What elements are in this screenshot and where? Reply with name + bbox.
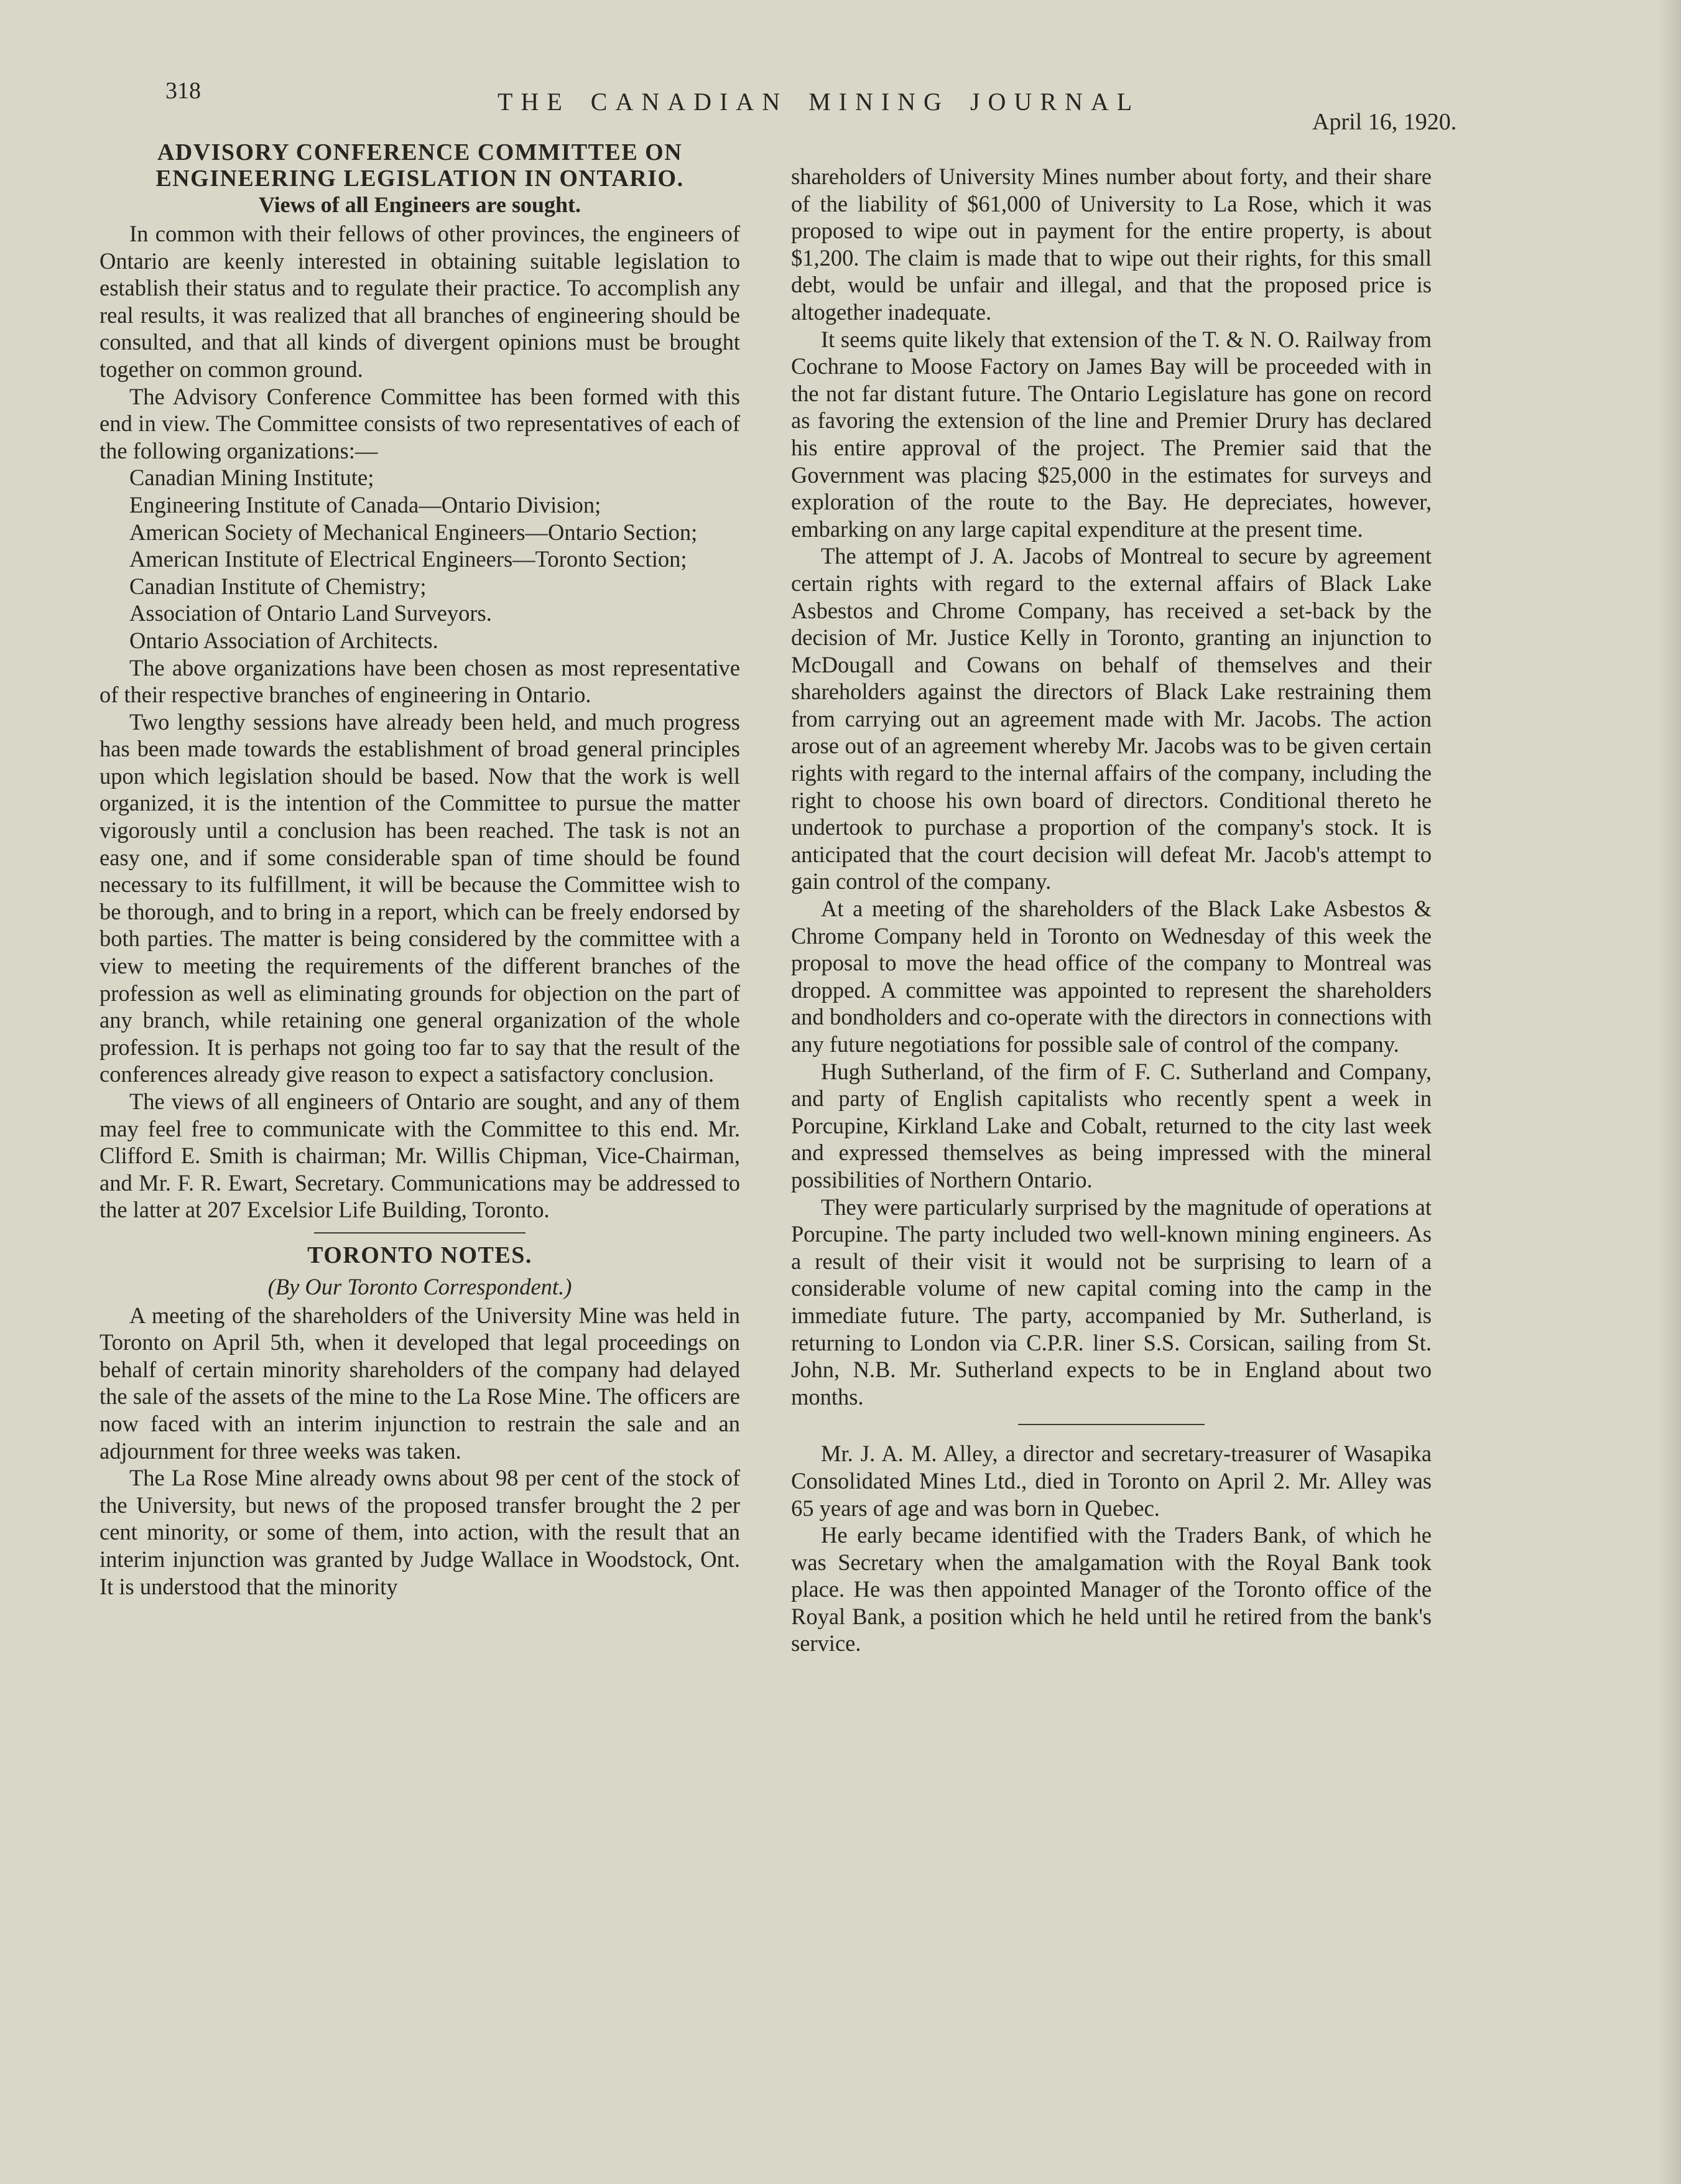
toronto-paragraph-4: The attempt of J. A. Jacobs of Montreal to secure by agreement certain rights with regard to the external affairs of Black Lake Asbestos and Chrome Company, has received a set-back by the decision of Mr. Justice Kelly in Toronto, granting an injunction to McDougall and Cowans on behalf of themselves and their shareholders against the directors of Black Lake restraining them from carrying out an agreement made with Mr. Jacobs. The action arose out of an agreement whereby Mr. Jacobs was to be given certain rights with regard to the internal affairs of the company, including the right to choose his own board of directors. Conditional thereto he undertook to purchase a proportion of the company's stock. It is anticipated that the court decision will defeat Mr. Jacob's attempt to gain control of the company. (791, 543, 1432, 895)
toronto-paragraph-5: At a meeting of the shareholders of the Black Lake Asbestos & Chrome Company held in Toronto on Wednesday of this week the proposal to move the head office of the company to Montreal was dropped. A committee was appointed to represent the shareholders and bondholders and co-operate with the directors in connections with any future negotiations for possible sale of control of the company. (791, 896, 1432, 1057)
toronto-notes-byline: (By Our Toronto Correspondent.) (267, 1273, 572, 1299)
org-list-item: Canadian Mining Institute; (129, 465, 374, 491)
org-list-item: American Institute of Electrical Engineers—Toronto Section; (129, 546, 687, 572)
toronto-notes-heading: TORONTO NOTES. (307, 1242, 532, 1268)
org-list-item: American Society of Mechanical Engineers—Ontario Section; (129, 519, 698, 545)
toronto-paragraph-2-continued: shareholders of University Mines number about forty, and their share of the liability of $61,000 of University to La Rose, which it was proposed to wipe out in payment for the entire property, is about $1,200. The claim is made that to wipe out their rights, for this small debt, would be unfair and illegal, and that the proposed price is altogether inadequate. (791, 164, 1432, 325)
advisory-paragraph-1: In common with their fellows of other provinces, the engineers of Ontario are keenly interested in obtaining suitable legislation to establish their status and to regulate their practice. To accomplish any real results, it was realized that all branches of engineering should be consulted, and that all kinds of divergent opinions must be brought together on common ground. (100, 221, 740, 382)
obituary-paragraph-2: He early became identified with the Traders Bank, of which he was Secretary when the amalgamation with the Royal Bank took place. He was then appointed Manager of the Toronto office of the Royal Bank, a position which he held until he retired from the bank's service. (791, 1522, 1432, 1657)
advisory-heading-line1: ADVISORY CONFERENCE COMMITTEE ON (157, 139, 683, 165)
org-list-item: Association of Ontario Land Surveyors. (129, 600, 492, 626)
journal-title: THE CANADIAN MINING JOURNAL (498, 88, 1141, 116)
obituary-paragraph-1: Mr. J. A. M. Alley, a director and secretary-treasurer of Wasapika Consolidated Mines Ltd., died in Toronto on April 2. Mr. Alley was 65 years of age and was born in Quebec. (791, 1441, 1432, 1521)
issue-date: April 16, 1920. (1312, 109, 1457, 135)
section-divider (1018, 1424, 1205, 1425)
advisory-subheading: Views of all Engineers are sought. (259, 192, 581, 217)
advisory-paragraph-2: The Advisory Conference Committee has been formed with this end in view. The Committee consists of two representatives of each of the following organizations:— (100, 383, 740, 463)
advisory-paragraph-5: The views of all engineers of Ontario are sought, and any of them may feel free to communicate with the Committee to this end. Mr. Clifford E. Smith is chairman; Mr. Willis Chipman, Vice-Chairman, and Mr. F. R. Ewart, Secretary. Communications may be addressed to the latter at 207 Excelsior Life Building, Toronto. (100, 1089, 740, 1223)
advisory-paragraph-4: Two lengthy sessions have already been held, and much progress has been made towards the establishment of broad general principles upon which legislation should be based. Now that the work is well organized, it is the intention of the Committee to pursue the matter vigorously until a conclusion has been reached. The task is not an easy one, and if some considerable span of time should be found necessary to its fulfillment, it will be because the Committee wish to be thorough, and to bring in a report, which can be freely endorsed by both parties. The matter is being considered by the committee with a view to meeting the requirements of the different branches of the profession as well as eliminating grounds for objection on the part of any branch, while retaining one general organization of the whole profession. It is perhaps not going too far to say that the result of the conferences already give reason to expect a satisfactory conclusion. (100, 709, 740, 1087)
right-column (791, 163, 1432, 1657)
section-divider (314, 1232, 526, 1234)
org-list-item: Canadian Institute of Chemistry; (129, 573, 427, 599)
toronto-paragraph-7: They were particularly surprised by the magnitude of operations at Porcupine. The party included two well-known mining engineers. As a result of their visit it would not be surprising to learn of a considerable volume of new capital coming into the camp in the immediate future. The party, accompanied by Mr. Sutherland, is returning to London via C.P.R. liner S.S. Corsican, sailing from St. John, N.B. Mr. Sutherland expects to be in England about two months. (791, 1194, 1432, 1410)
advisory-heading-line2: ENGINEERING LEGISLATION IN ONTARIO. (155, 165, 684, 192)
page-header (0, 0, 1681, 149)
org-list-item: Engineering Institute of Canada—Ontario Division; (129, 491, 601, 518)
advisory-paragraph-3: The above organizations have been chosen as most representative of their respective branches of engineering in Ontario. (100, 654, 740, 708)
toronto-paragraph-1: A meeting of the shareholders of the University Mine was held in Toronto on April 5th, when it developed that legal proceedings on behalf of certain minority shareholders of the company had delayed the sale of the assets of the mine to the La Rose Mine. The officers are now faced with an interim injunction to restrain the sale and an adjournment for three weeks was taken. (100, 1302, 740, 1464)
toronto-paragraph-2: The La Rose Mine already owns about 98 per cent of the stock of the University, but news of the proposed transfer brought the 2 per cent minority, or some of them, into action, with the result that an interim injunction was granted by Judge Wallace in Woodstock, Ont. It is understood that the minority (100, 1465, 740, 1599)
toronto-paragraph-3: It seems quite likely that extension of the T. & N. O. Railway from Cochrane to Moose Factory on James Bay will be proceeded with in the not far distant future. The Ontario Legislature has gone on record as favoring the extension of the line and Premier Drury has declared his entire approval of the project. The Premier said that the Government was placing $25,000 in the estimates for surveys and exploration of the route to the Bay. He depreciates, however, embarking on any large capital expenditure at the present time. (791, 326, 1432, 542)
toronto-paragraph-6: Hugh Sutherland, of the firm of F. C. Sutherland and Company, and party of English capitalists who recently spent a week in Porcupine, Kirkland Lake and Cobalt, returned to the city last week and expressed themselves as being impressed with the mineral possibilities of Northern Ontario. (791, 1058, 1432, 1192)
org-list-item: Ontario Association of Architects. (129, 627, 438, 653)
left-column (100, 139, 740, 1600)
page-number: 318 (165, 78, 201, 104)
